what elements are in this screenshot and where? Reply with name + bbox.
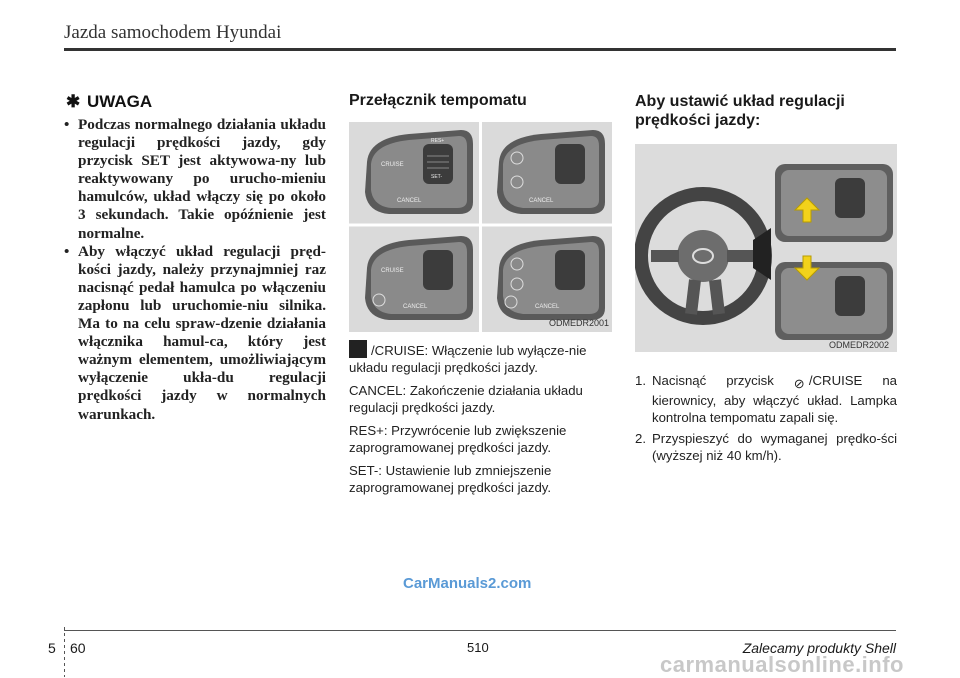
cruise-label: CRUISE <box>381 162 404 168</box>
cruise-control-icon <box>349 340 367 358</box>
definition-desc: Przywrócenie lub zwiększenie zaprogramowanej prędkości jazdy. <box>349 423 567 455</box>
definition-desc: Zakończenie działania układu regulacji prędkości jazdy. <box>349 383 583 415</box>
note-item-text: Aby włączyć układ regulacji pręd-kości jazdy, należy przynajmniej raz nacisnąć pedał hamulca po włączeniu zapłonu lub uruchomie-niu silnika. Ma to na celu spraw-dzenie działania włącznika hamul-ca, który jest ważnym elementem, umożliwiającym wyłączenie ukła-du regulacji prędkości jazdy w normalnych warunkach. <box>78 242 326 423</box>
page-number: 60 <box>70 640 86 656</box>
bottom-watermark: carmanualsonline.info <box>660 652 904 677</box>
step-item <box>635 372 897 426</box>
figure-code: ODMEDR2002 <box>829 340 890 350</box>
definition-term: CANCEL: <box>349 383 407 398</box>
cruise-label: CRUISE <box>381 268 404 274</box>
note-list <box>64 116 326 424</box>
setup-steps <box>635 372 897 468</box>
cancel-label: CANCEL <box>529 198 554 204</box>
note-item <box>64 116 326 243</box>
definition-desc: Ustawienie lub zmniejszenie zaprogramowanej prędkości jazdy. <box>349 463 552 495</box>
figure-code: ODMEDR2001 <box>549 318 610 328</box>
footer-divider <box>64 627 65 677</box>
step-text-after: /CRUISE na kierownicy, aby włączyć układ. Lampka kontrolna tempomatu zapali się. <box>652 373 897 425</box>
steering-wheel-illustration <box>635 144 897 352</box>
switch-section-title: Przełącznik tempomatu <box>349 92 527 109</box>
definition-res <box>349 422 613 456</box>
cruise-control-icon: ⊘ <box>793 376 805 391</box>
step-text-before: Nacisnąć przycisk <box>652 373 774 388</box>
center-page-number: 510 <box>467 640 489 655</box>
section-number: 5 <box>48 640 56 656</box>
footer-rule <box>64 630 896 631</box>
definition-term: SET-: <box>349 463 382 478</box>
header-rule <box>64 48 896 51</box>
bullet-icon: • <box>64 116 70 133</box>
step-number: 2. <box>635 431 646 446</box>
cancel-label: CANCEL <box>403 304 428 310</box>
step-number: 1. <box>635 373 646 388</box>
definition-cruise <box>349 340 613 376</box>
definition-term: RES+: <box>349 423 388 438</box>
footer-slogan: Zalecamy produkty Shell <box>742 640 896 656</box>
asterisk-icon: ✱ <box>66 92 81 111</box>
site-watermark: CarManuals2.com <box>403 575 532 592</box>
set-label: SET- <box>431 174 443 180</box>
step-text-before: Przyspieszyć do wymaganej prędko-ści (wyższej niż 40 km/h). <box>652 431 897 463</box>
note-heading <box>66 92 152 112</box>
definition-cancel <box>349 382 613 416</box>
step-item <box>635 430 897 464</box>
bullet-icon: • <box>64 242 70 260</box>
cancel-label: CANCEL <box>535 304 560 310</box>
note-item <box>64 243 326 424</box>
setup-section-title: Aby ustawić układ regulacji prędkości jazdy: <box>635 93 845 129</box>
cancel-label: CANCEL <box>397 198 422 204</box>
definition-term: /CRUISE: <box>371 343 429 358</box>
res-label: RES+ <box>431 138 445 144</box>
definition-set <box>349 462 613 496</box>
running-header: Jazda samochodem Hyundai <box>64 22 282 43</box>
definitions-list <box>349 340 613 502</box>
steering-wheel-figure <box>635 144 897 352</box>
definition-desc: Włączenie lub wyłącze-nie układu regulacji prędkości jazdy. <box>349 343 587 375</box>
cruise-switch-illustration <box>349 122 612 332</box>
cruise-switch-figure <box>349 122 612 332</box>
note-item-text: Podczas normalnego działania układu regulacji prędkości jazdy, gdy przycisk SET jest aktywowa-ny lub reaktywowany po urucho-mieniu hamulców, układ włączy się po około 3 sekundach. Takie opóźnienie jest normalne. <box>78 116 326 242</box>
note-heading-text: UWAGA <box>86 92 153 111</box>
